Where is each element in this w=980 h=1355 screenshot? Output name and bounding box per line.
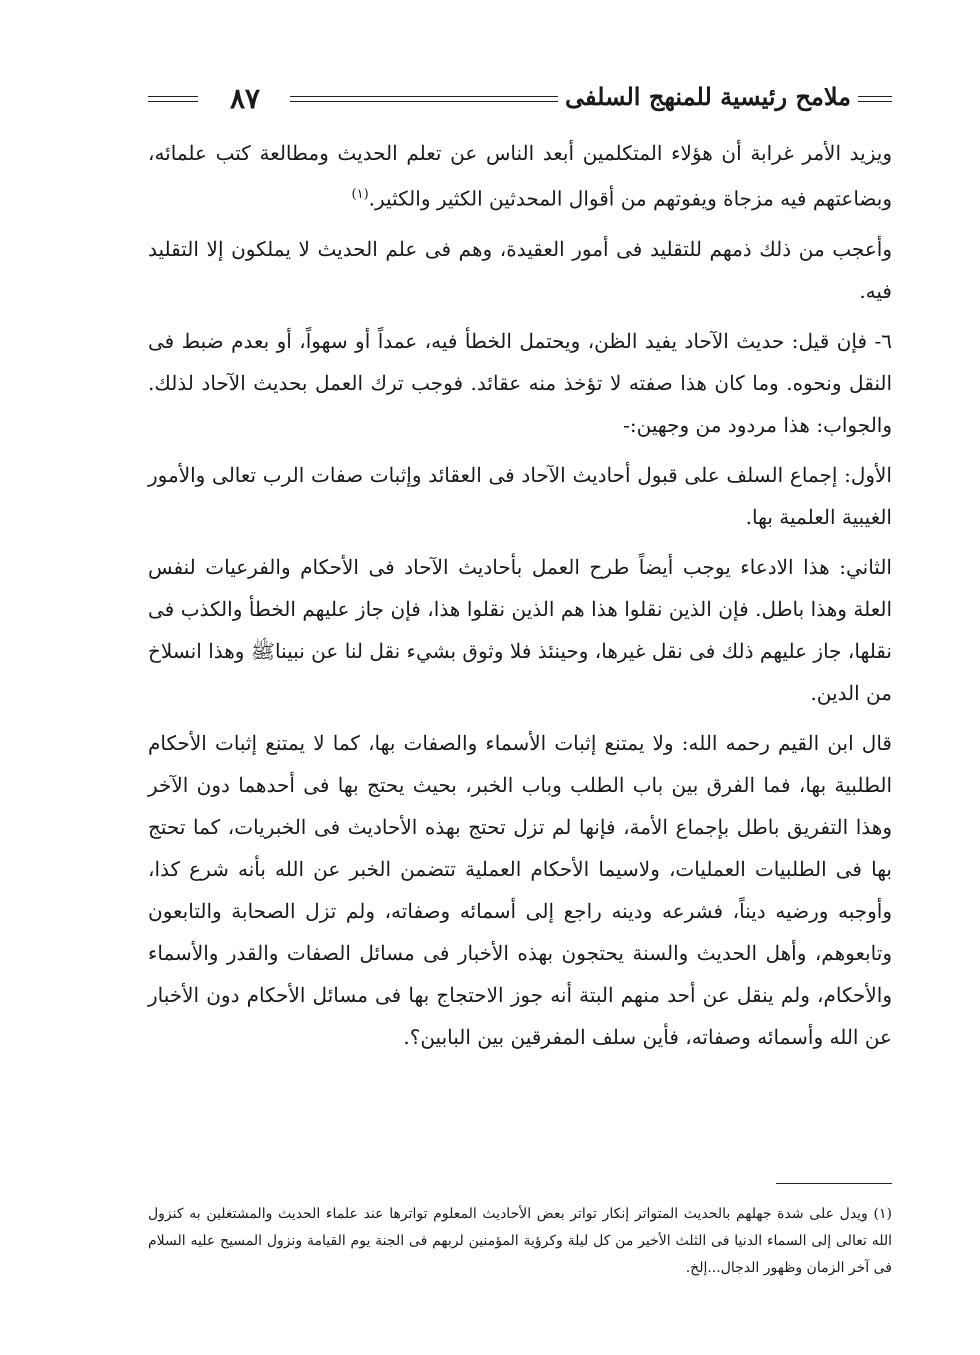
page-number: ٨٧ — [229, 82, 261, 115]
footnote-reference: (١) — [351, 187, 369, 202]
paragraph — [148, 132, 892, 220]
paragraph: ٦- فإن قيل: حديث الآحاد يفيد الظن، ويحتمل الخطأ فيه، عمداً أو سهواً، أو بعدم ضبط فى النقل ونحوه. وما كان هذا صفته لا تؤخذ منه عقائد. فوجب ترك العمل بحديث الآحاد لذلك. والجواب: هذا مردود من وجهين:- — [148, 328, 892, 437]
header-rule-right — [858, 96, 892, 102]
footnote: (١) ويدل على شدة جهلهم بالحديث المتواتر إنكار تواتر بعض الأحاديث المعلوم تواترها عند علماء الحديث والمشتغلين به كنزول الله تعالى إلى السماء الدنيا فى الثلث الأخير من كل ليلة وكرؤية المؤمنين لربهم فى الجنة يوم القيامة ونزول المسيح عليه السلام فى آخر الزمان وظهور الدجال...إلخ. — [148, 1206, 892, 1276]
paragraph: الثاني: هذا الادعاء يوجب أيضاً طرح العمل بأحاديث الآحاد فى الأحكام والفرعيات لنفس العلة وهذا باطل. فإن الذين نقلوا هذا هم الذين نقلوا هذا، فإن جاز عليهم الخطأ والكذب فى نقلها، جاز عليهم ذلك فى نقل غيرها، وحينئذ فلا وثوق بشيء نقل لنا عن نبيناﷺ وهذا انسلاخ من الدين. — [148, 554, 892, 705]
header-rule-left — [148, 96, 198, 102]
body-text — [148, 132, 892, 1066]
paragraph: وأعجب من ذلك ذمهم للتقليد فى أمور العقيدة، وهم فى علم الحديث لا يملكون إلا التقليد فيه. — [148, 236, 892, 303]
header-rule-middle — [290, 96, 558, 102]
running-title: ملامح رئيسية للمنهج السلفى — [564, 82, 852, 111]
paragraph-text: ويزيد الأمر غرابة أن هؤلاء المتكلمين أبعد الناس عن تعلم الحديث ومطالعة كتب علمائه، وبضاعتهم فيه مزجاة ويفوتهم من أقوال المحدثين الكثير والكثير. — [148, 141, 892, 211]
paragraph: الأول: إجماع السلف على قبول أحاديث الآحاد فى العقائد وإثبات صفات الرب تعالى والأمور الغيبية العلمية بها. — [148, 462, 892, 529]
paragraph: قال ابن القيم رحمه الله: ولا يمتنع إثبات الأسماء والصفات بها، كما لا يمتنع إثبات الأحكام الطلبية بها، فما الفرق بين باب الطلب وباب الخبر، بحيث يحتج بها فى أحدهما دون الآخر وهذا التفريق باطل بإجماع الأمة، فإنها لم تزل تحتج بهذه الأحاديث فى الخبريات، كما تحتج بها فى الطلبيات العمليات، ولاسيما الأحكام العملية تتضمن الخبر عن الله بأنه شرع كذا، وأوجبه ورضيه ديناً، فشرعه ودينه راجع إلى أسمائه وصفاته، ولم تزل الصحابة والتابعون وتابعوهم، وأهل الحديث والسنة يحتجون بهذه الأخبار فى مسائل الصفات والقدر والأسماء والأحكام، ولم ينقل عن أحد منهم البتة أنه جوز الاحتجاج بها فى مسائل الأحكام دون الأخبار عن الله وأسمائه وصفاته، فأين سلف المفرقين بين البابين؟. — [148, 730, 892, 1049]
page-header — [148, 80, 892, 120]
footnote-divider — [776, 1183, 892, 1184]
